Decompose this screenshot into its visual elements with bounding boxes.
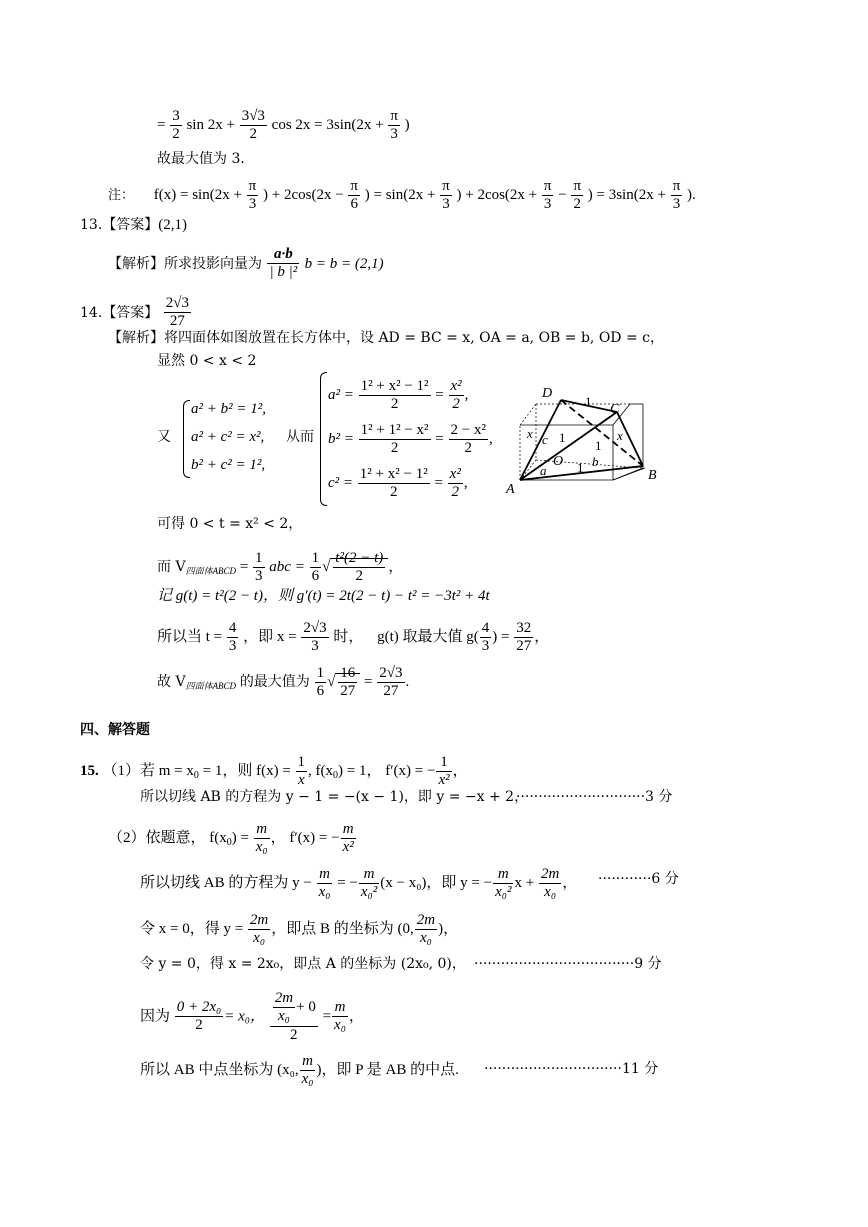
frac-den: 27: [169, 313, 185, 330]
frac-num: 16: [338, 665, 357, 683]
text: ) = 1，: [338, 763, 382, 780]
frac-den: 3: [390, 126, 398, 143]
frac-num: 1: [310, 550, 322, 568]
label-C: C: [610, 402, 620, 417]
note-line: [108, 178, 696, 214]
text: ，: [348, 1008, 364, 1025]
frac-den: x²: [438, 772, 450, 789]
text: ) = sin(2x +: [364, 187, 436, 204]
frac-den: 3: [228, 638, 237, 655]
frac-num: 2√3: [164, 295, 191, 313]
text: a² =: [328, 387, 354, 404]
frac-den: 2: [355, 568, 364, 585]
text: cos 2x = 3sin(2x +: [271, 117, 384, 134]
frac-den: 3: [672, 196, 681, 213]
frac-num: 1² + x² − 1²: [359, 378, 431, 396]
text: ) =: [492, 629, 510, 646]
equation-line-1: [157, 108, 410, 144]
text: = x₀，: [224, 1008, 266, 1025]
text: (x − x₀)，即 y = −: [380, 875, 493, 892]
sol-b: [328, 422, 493, 458]
frac-num: 4: [227, 620, 239, 638]
label-x-left: x: [527, 426, 533, 441]
frac-num: m: [341, 821, 356, 839]
frac-num: a·b: [267, 246, 299, 264]
point-b-line: [140, 912, 458, 948]
label-one-bottom: 1: [577, 460, 584, 475]
frac-den: | b |²: [269, 264, 298, 281]
text: =: [239, 559, 249, 576]
point-a-line: 令 y = 0，得 x = 2x₀，即点 A 的坐标为 (2x₀, 0)，: [140, 956, 466, 972]
q13-value: (2,1): [158, 217, 188, 233]
sol-c: [328, 466, 468, 502]
label-b: b: [592, 454, 599, 469]
frac-den: x₀²: [360, 884, 378, 901]
frac-num: 3√3: [240, 108, 267, 126]
text: f′(x) = −: [385, 763, 436, 780]
label-A: A: [506, 482, 515, 497]
score-6: ············6 分: [598, 871, 679, 887]
frac-den: 3: [442, 196, 450, 213]
frac-num: m: [317, 866, 333, 884]
frac-den: 2: [390, 440, 399, 457]
q13-solution: [108, 246, 384, 282]
q13-label: 13.【答案】: [80, 217, 159, 233]
q15-part1: [80, 754, 468, 790]
text: + 0: [296, 999, 316, 1016]
left-brace: [183, 400, 190, 478]
text: 所以切线 AB 的方程为 y −: [140, 875, 312, 892]
q15-part2: [108, 821, 357, 857]
text: sin 2x +: [186, 117, 235, 134]
label-one-mid: 1: [559, 430, 566, 445]
tangent-line-1: [140, 790, 528, 804]
frac-num: 2m: [273, 990, 295, 1008]
frac-den: x: [297, 772, 305, 789]
frac-den: 2: [290, 1026, 298, 1043]
text: c² =: [328, 475, 354, 492]
label-D: D: [542, 386, 553, 401]
frac-den: 2: [451, 484, 459, 501]
text: f′(x) = −: [289, 830, 340, 847]
frac-den: 2: [389, 484, 398, 501]
text: =: [322, 1008, 332, 1025]
text: 的最大值为: [239, 674, 310, 691]
frac-den: 3: [248, 196, 257, 213]
frac-num: 2 − x²: [449, 422, 488, 440]
score-9: ····································9 分: [474, 956, 662, 972]
text: =: [435, 431, 444, 448]
subscript: 0: [226, 837, 232, 849]
frac-den: x₀: [253, 930, 266, 947]
frac-num: 1: [296, 754, 308, 772]
text: , f(x: [308, 763, 334, 780]
frac-den: 3: [543, 196, 552, 213]
q14-label: 14.【答案】: [80, 304, 159, 321]
frac-num: 32: [514, 620, 533, 638]
text: 令 x = 0，得 y =: [140, 921, 244, 938]
text: 时，: [333, 629, 364, 646]
frac-num: m: [300, 1053, 316, 1071]
text: ) = 3sin(2x +: [587, 187, 666, 204]
q13-answer: [80, 218, 187, 233]
volume-max-line: 故 $V_{四面体ABCD}$ 的最大值为 $\frac{1}{6}$ √ $\frac{16}{27}$ = $\frac{2√3}{27}$ .: [157, 665, 410, 700]
frac-den: 6: [350, 196, 358, 213]
frac-num: π: [388, 108, 400, 126]
text: x +: [514, 875, 535, 892]
frac-den: 2: [195, 1017, 203, 1034]
text: )，: [438, 921, 459, 938]
text: f(x: [209, 830, 227, 847]
frac-den: 6: [316, 683, 325, 700]
frac-num: π: [440, 178, 452, 196]
frac-den: 3: [311, 638, 319, 655]
text: =: [157, 117, 166, 134]
note-label: 注：: [108, 188, 135, 204]
label-B: B: [648, 468, 657, 483]
box-edge: [613, 468, 645, 480]
text: ，: [388, 559, 404, 576]
frac-den: x₀: [255, 839, 268, 856]
frac-den: 2: [452, 396, 460, 413]
sol-a: [328, 378, 468, 414]
text: .: [405, 674, 410, 691]
solution-label: 【解析】: [108, 255, 164, 272]
label-a: a: [540, 463, 547, 478]
text: ,: [463, 475, 468, 492]
subscript: 四面体ABCD: [185, 681, 237, 692]
text: ) + 2cos(2x +: [456, 187, 538, 204]
eq-1: a² + b² = 1²,: [191, 401, 266, 417]
subscript: 0: [193, 770, 199, 782]
text: 所以切线 AB 的方程为 y − 1 = −(x − 1)，即 y = −x + 2，: [140, 789, 529, 805]
frac-num: π: [348, 178, 360, 196]
text: =: [435, 387, 444, 404]
q15-number: 15.: [80, 763, 99, 780]
text: ，: [452, 763, 468, 780]
frac-den: x₀: [318, 884, 331, 901]
text: 所以当 t =: [157, 629, 223, 646]
frac-den: 27: [383, 683, 399, 700]
frac-den: 6: [311, 568, 320, 585]
score-3: ·····························3 分: [516, 789, 673, 805]
tangent-line-2: [140, 866, 577, 902]
frac-den: 2: [390, 396, 399, 413]
frac-num: 2m: [539, 866, 561, 884]
frac-num: 0 + 2x₀: [175, 999, 224, 1017]
frac-num: 2m: [248, 912, 270, 930]
text: ,: [488, 431, 493, 448]
subscript: 四面体ABCD: [185, 566, 237, 577]
text: ，即 x =: [243, 629, 297, 646]
q14-line2: 显然 0 < x < 2: [157, 353, 257, 369]
text: ) =: [231, 830, 249, 847]
text: =: [434, 475, 443, 492]
label-one-top: 1: [585, 394, 592, 409]
congerm-text: 从而: [286, 429, 314, 445]
text: b = b = (2,1): [304, 255, 384, 272]
text: −: [558, 187, 567, 204]
label-c: c: [542, 432, 548, 447]
frac-den: x₀: [278, 1008, 290, 1025]
text: ，: [270, 830, 286, 847]
frac-num: t²(2 − t): [333, 550, 385, 568]
frac-den: x₀: [420, 930, 432, 947]
frac-den: 3: [481, 638, 490, 655]
frac-num: π: [247, 178, 259, 196]
hidden-edge: [520, 404, 536, 425]
text: ，: [562, 875, 578, 892]
frac-num: m: [254, 821, 270, 839]
text: b² =: [328, 431, 354, 448]
frac-num: m: [359, 866, 379, 884]
eq-2: a² + c² = x²,: [191, 429, 265, 445]
volume-line: 而 $V_{四面体ABCD}$ = $\frac{1}{3}$ abc = $\frac{1}{6}$ √ $\frac{\text{t²(2 − t)}}{2}$ ，: [157, 550, 404, 585]
right-brace: [320, 372, 327, 506]
midpoint-line: [140, 1053, 459, 1089]
label-O: O: [553, 454, 564, 469]
text: abc =: [269, 559, 305, 576]
frac-num: 2√3: [301, 620, 328, 638]
frac-den: x₀: [301, 1071, 314, 1088]
text: ).: [687, 187, 696, 204]
text: 因为: [140, 1008, 171, 1025]
text: ): [404, 117, 410, 134]
q14-answer: [80, 295, 192, 331]
range-line: 可得 0 < t = x² < 2，: [157, 516, 303, 532]
frac-den: 2: [172, 126, 180, 143]
frac-den: 2: [249, 126, 258, 143]
eq-3: b² + c² = 1²,: [191, 457, 266, 473]
text: （1）若 m = x: [102, 763, 194, 780]
text: g(t) 取最大值 g(: [377, 629, 479, 646]
frac-num: x²: [448, 466, 463, 484]
frac-den: x²: [342, 839, 354, 856]
text: 所求投影向量为: [164, 255, 262, 272]
text: 故 V: [157, 674, 186, 691]
text: = 1，则 f(x) =: [202, 763, 291, 780]
text: ,: [464, 387, 469, 404]
frac-num: m: [332, 999, 348, 1017]
text: )，即 P 是 AB 的中点.: [316, 1062, 459, 1079]
text: （2）依题意，: [108, 830, 206, 847]
frac-num: π: [671, 178, 683, 196]
max-value-text: 故最大值为 3.: [157, 151, 245, 167]
frac-den: x₀: [544, 884, 557, 901]
score-11: ·······························11 分: [484, 1061, 659, 1077]
max-line: [157, 620, 549, 656]
solution-label: 【解析】: [108, 330, 164, 346]
frac-num: 1² + x² − 1²: [358, 466, 430, 484]
edge-DB: [561, 400, 643, 466]
frac-num: π: [571, 178, 583, 196]
text: f(x) = sin(2x +: [153, 187, 242, 204]
frac-num: 1: [436, 754, 451, 772]
frac-den: 2: [573, 196, 581, 213]
frac-num: 1: [253, 550, 265, 568]
frac-den: 2: [464, 440, 472, 457]
tetrahedron-figure: [500, 380, 675, 500]
text: 将四面体如图放置在长方体中，设 AD = BC = x, OA = a, OB = b, OD = c，: [164, 330, 664, 346]
label-one-right: 1: [595, 438, 602, 453]
frac-den: 27: [340, 683, 356, 700]
subscript: 0: [333, 770, 339, 782]
frac-num: 1² + 1² − x²: [359, 422, 431, 440]
label-x-right: x: [617, 428, 623, 443]
frac-num: 3: [170, 108, 182, 126]
frac-num: π: [542, 178, 554, 196]
text: ，: [534, 629, 550, 646]
text: =: [364, 674, 373, 691]
text: ，即点 B 的坐标为 (0,: [271, 921, 414, 938]
frac-num: x²: [449, 378, 464, 396]
text: 所以 AB 中点坐标为 (x₀,: [140, 1062, 299, 1079]
you-text: 又: [157, 429, 171, 445]
frac-den: 27: [516, 638, 532, 655]
frac-num: 2m: [415, 912, 437, 930]
frac-num: 2√3: [377, 665, 404, 683]
frac-den: 3: [255, 568, 263, 585]
frac-num: m: [493, 866, 513, 884]
midpoint-calc-line: [140, 990, 364, 1044]
g-def-line: 记 g(t) = t²(2 − t)，则 g′(t) = 2t(2 − t) − t² = −3t² + 4t: [157, 588, 490, 604]
section-heading: 四、解答题: [80, 722, 150, 738]
text: ) + 2cos(2x −: [263, 187, 344, 204]
frac-den: x₀²: [495, 884, 512, 901]
frac-num: 1: [315, 665, 327, 683]
text: 而 V: [157, 559, 186, 576]
frac-num: 4: [480, 620, 492, 638]
frac-den: x₀: [334, 1017, 346, 1034]
q14-solution: [108, 331, 664, 345]
text: = −: [337, 875, 358, 892]
